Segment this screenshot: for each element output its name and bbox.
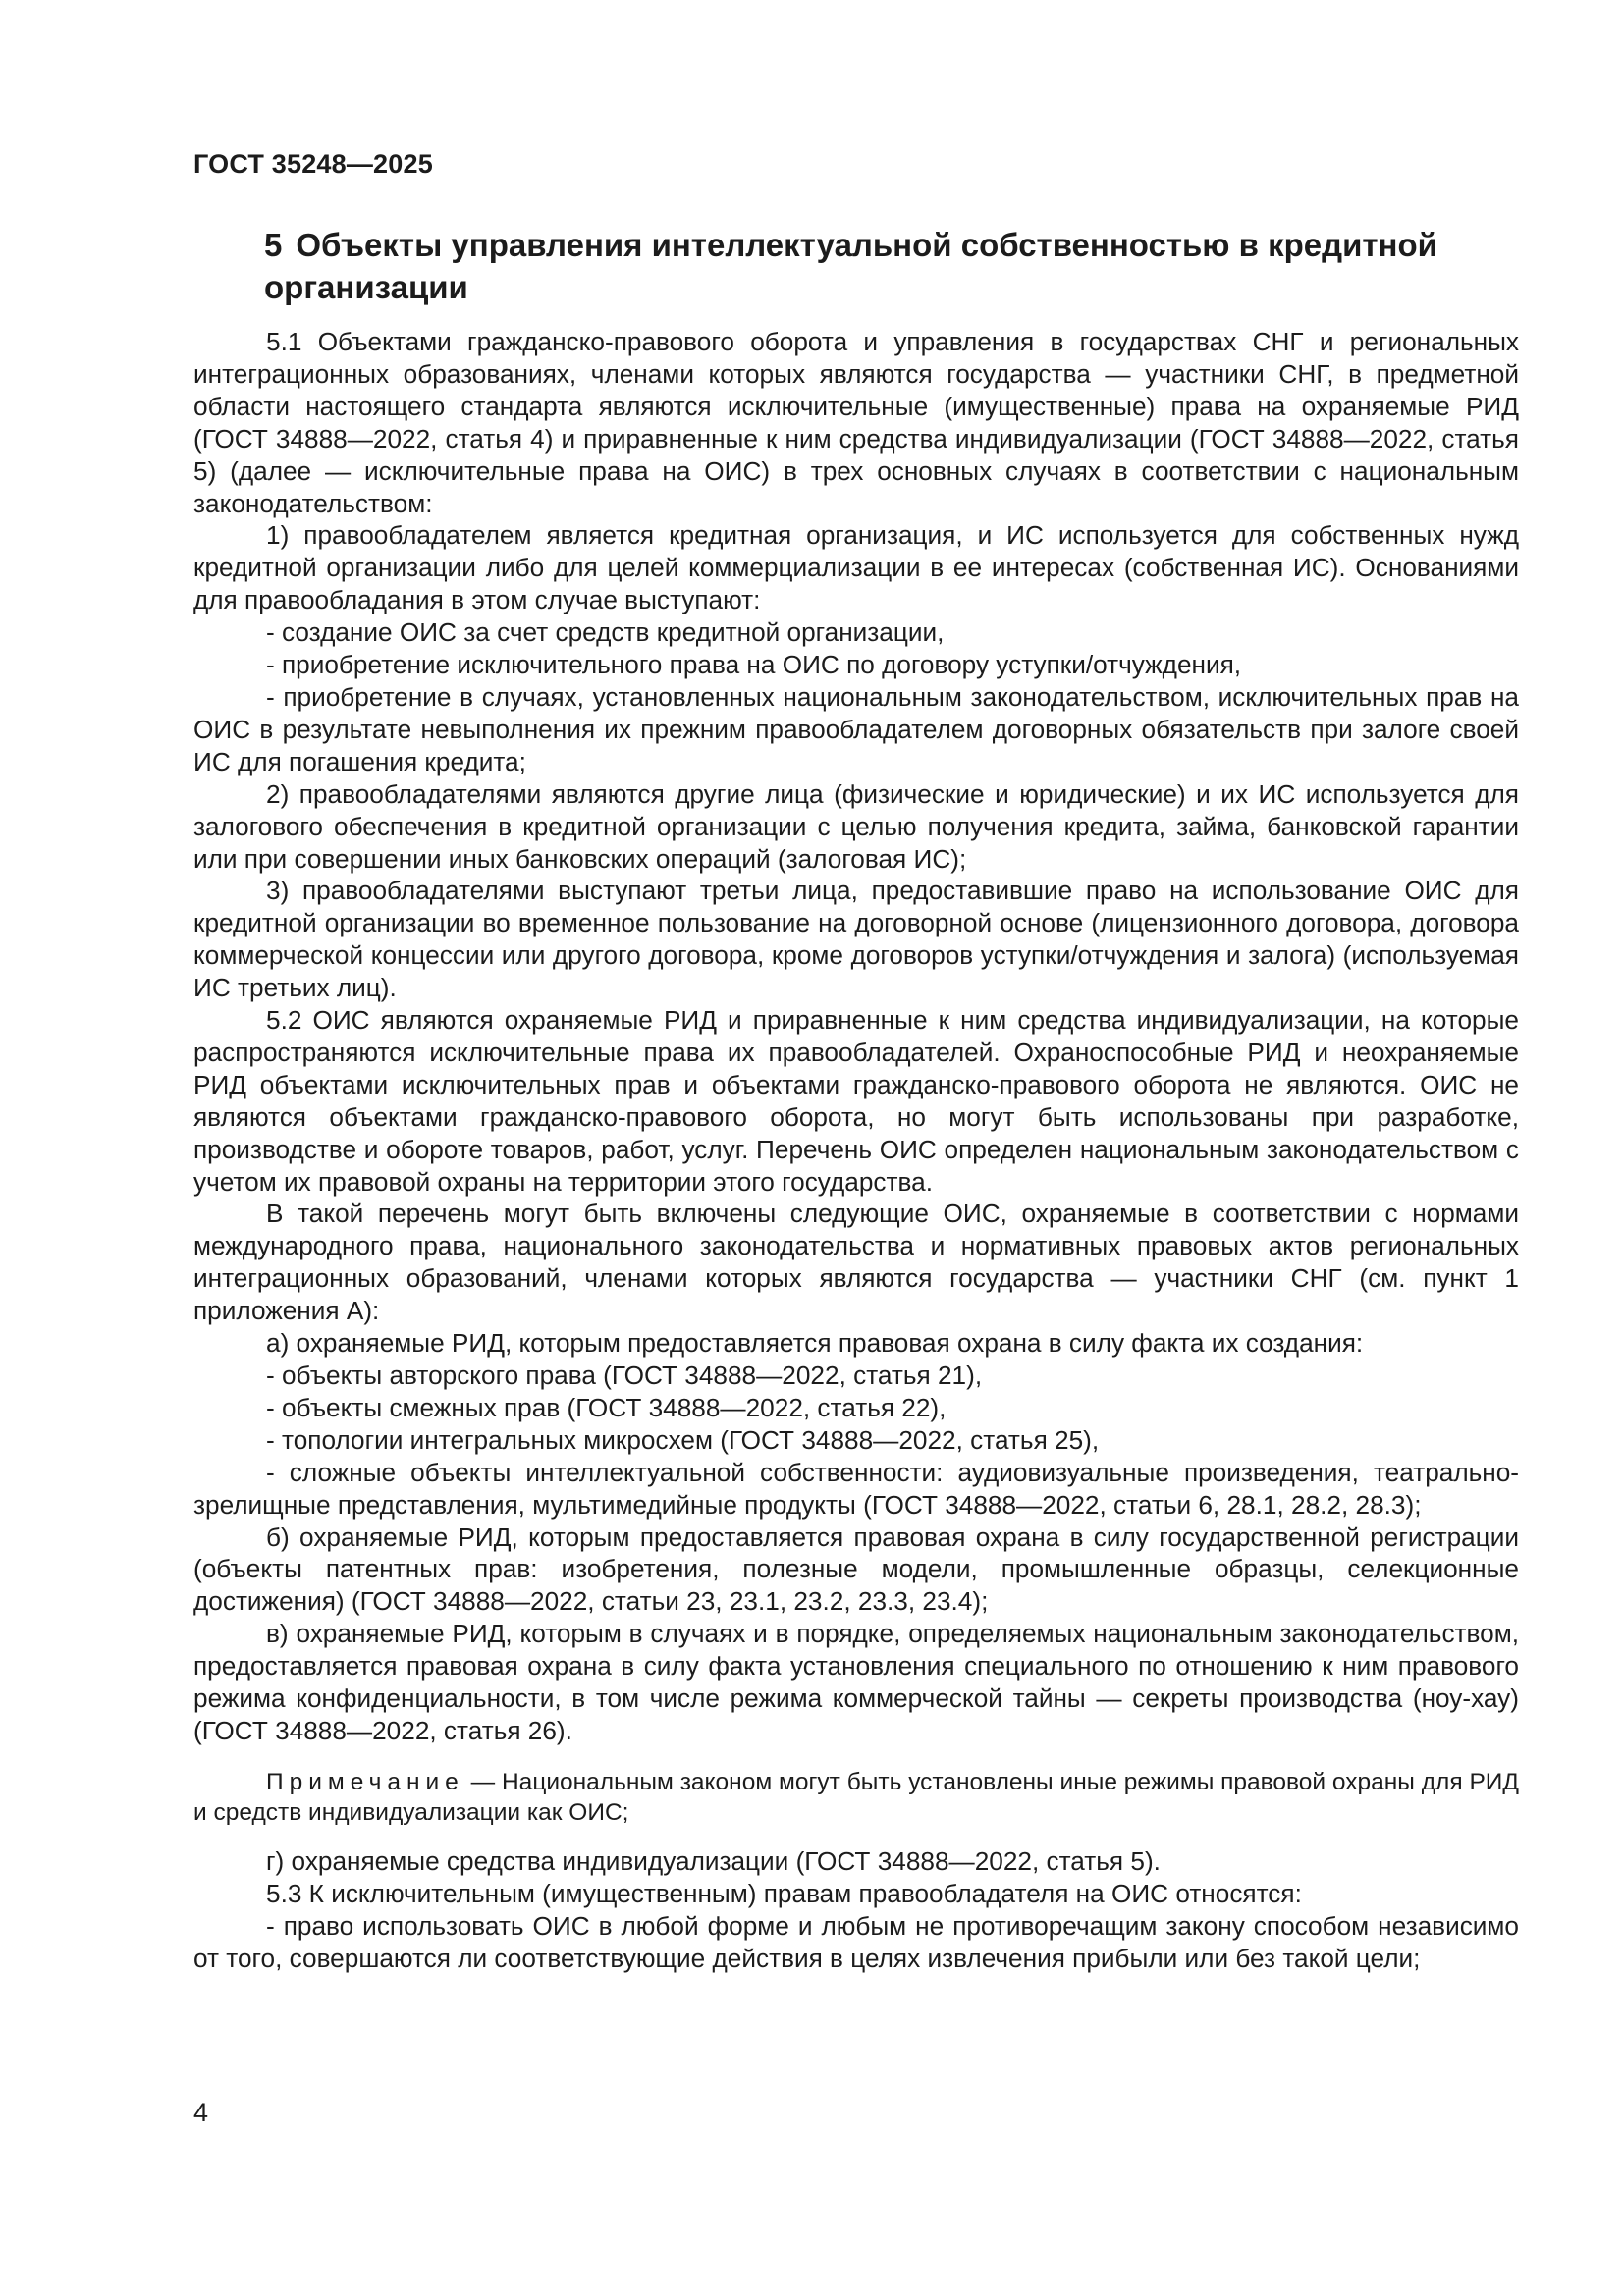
bullet-item: - создание ОИС за счет средств кредитной организации,: [266, 617, 945, 648]
bullet-item: - право использовать ОИС в любой форме и любым не противоречащим закону способом независимо от того, совершаются ли соответствующие действия в целях извлечения прибыли или без такой цели;: [193, 1910, 1519, 1973]
clause-5-1: 5.1 Объектами гражданско-правового оборота и управления в государствах СНГ и региональных интеграционных образованиях, членами которых являются государства — участники СНГ, в предметной области настоящего стандарта являются исключительные (имущественные) права на охраняемые РИД (ГОСТ 34888—2022, статья 4) и приравненные к ним средства индивидуализации (ГОСТ 34888—2022, статья 5) (далее — исключительные права на ОИС) в трех основных случаях в соответствии с национальным законодательством:: [193, 327, 1519, 518]
note-label: Примечание: [266, 1768, 464, 1795]
section-title: Объекты управления интеллектуальной собственностью в кредитной организации: [264, 227, 1437, 305]
list-item-3: 3) правообладателями выступают третьи лица, предоставившие право на использование ОИС для кредитной организации во временное пользование на договорной основе (лицензионного договора, договора коммерческой концессии или другого договора, кроме договоров уступки/отчуждения и залога) (используемая ИС третьих лиц).: [193, 876, 1519, 1003]
page-content: [193, 224, 1519, 1975]
note: [193, 1767, 1519, 1828]
document-header: ГОСТ 35248—2025: [193, 149, 433, 179]
bullet-item: - приобретение исключительного права на ОИС по договору уступки/отчуждения,: [266, 650, 1242, 680]
clause-5-2: 5.2 ОИС являются охраняемые РИД и приравненные к ним средства индивидуализации, на которые распространяются исключительные права их правообладателей. Охраноспособные РИД и неохраняемые РИД объектами исключительных прав и объектами гражданско-правового оборота не являются. ОИС не являются объектами гражданско-правового оборота, но могут быть использованы при разработке, производстве и обороте товаров, работ, услуг. Перечень ОИС определен национальным законодательством с учетом их правовой охраны на территории этого государства.: [193, 1005, 1519, 1197]
paragraph: В такой перечень могут быть включены следующие ОИС, охраняемые в соответствии с нормами международного права, национального законодательства и нормативных правовых актов региональных интеграционных образований, членами которых являются государства — участники СНГ (см. пункт 1 приложения А):: [193, 1199, 1519, 1326]
bullet-item: - объекты авторского права (ГОСТ 34888—2022, статья 21),: [266, 1361, 983, 1390]
clause-5-3: 5.3 К исключительным (имущественным) правам правообладателя на ОИС относятся:: [266, 1878, 1302, 1908]
list-item-1: 1) правообладателем является кредитная организация, и ИС используется для собственных нужд кредитной организации либо для целей коммерциализации в ее интересах (собственная ИС). Основаниями для правообладания в этом случае выступают:: [193, 520, 1519, 615]
list-item-g: г) охраняемые средства индивидуализации (ГОСТ 34888—2022, статья 5).: [266, 1845, 1161, 1876]
list-item-v: в) охраняемые РИД, которым в случаях и в порядке, определяемых национальным законодательством, предоставляется правовая охрана в силу факта установления специального по отношению к ним правового режима конфиденциальности, в том числе режима коммерческой тайны — секреты производства (ноу-хау) (ГОСТ 34888—2022, статья 26).: [193, 1619, 1519, 1745]
list-item-2: 2) правообладателями являются другие лица (физические и юридические) и их ИС используется для залогового обеспечения в кредитной организации с целью получения кредита, займа, банковской гарантии или при совершении иных банковских операций (залоговая ИС);: [193, 778, 1519, 874]
note-text: — Национальным законом могут быть установлены иные режимы правовой охраны для РИД и средств индивидуализации как ОИС;: [193, 1768, 1519, 1826]
list-item-b: б) охраняемые РИД, которым предоставляется правовая охрана в силу государственной регистрации (объекты патентных прав: изобретения, полезные модели, промышленные образцы, селекционные достижения) (ГОСТ 34888—2022, статьи 23, 23.1, 23.2, 23.3, 23.4);: [193, 1522, 1519, 1617]
page-number: 4: [193, 2098, 209, 2127]
section-heading: [264, 224, 1519, 308]
section-number: 5: [264, 227, 283, 263]
bullet-item: - топологии интегральных микросхем (ГОСТ 34888—2022, статья 25),: [266, 1424, 1100, 1455]
list-item-a: а) охраняемые РИД, которым предоставляется правовая охрана в силу факта их создания:: [266, 1328, 1364, 1359]
bullet-item: - сложные объекты интеллектуальной собственности: аудиовизуальные произведения, театрально-зрелищные представления, мультимедийные продукты (ГОСТ 34888—2022, статьи 6, 28.1, 28.2, 28.3);: [193, 1457, 1519, 1520]
bullet-item: - приобретение в случаях, установленных национальным законодательством, исключительных прав на ОИС в результате невыполнения их прежним правообладателем договорных обязательств при залоге своей ИС для погашения кредита;: [193, 681, 1519, 776]
bullet-item: - объекты смежных прав (ГОСТ 34888—2022, статья 22),: [266, 1392, 947, 1422]
